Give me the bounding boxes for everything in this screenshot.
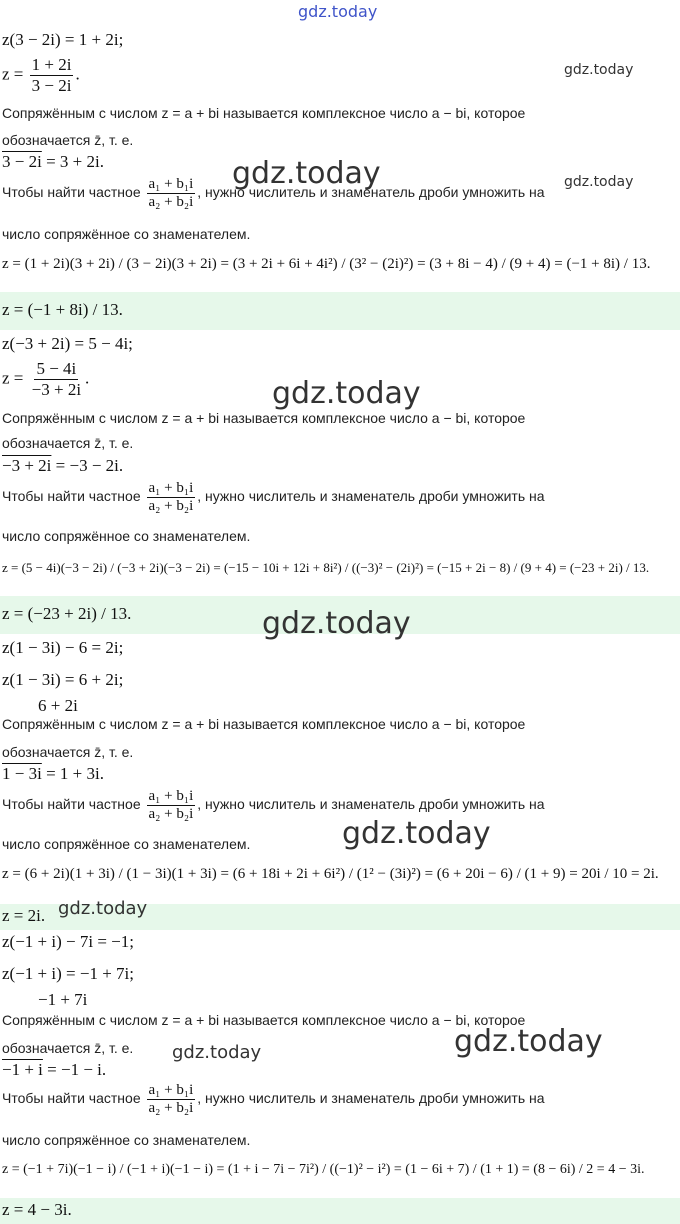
answer: z = 4 − 3i.	[2, 1200, 72, 1219]
conjugate-term: −1 + i	[2, 1060, 43, 1079]
definition-text: Сопряжённым с числом z = a + bi называется комплексное число a − bi, которое	[2, 105, 526, 121]
quotient-fraction	[147, 176, 196, 211]
quotient-text: Чтобы найти частное	[2, 1090, 141, 1107]
equation-fragment: −1 + 7i	[38, 990, 88, 1009]
denominator: a₂ + b₂i	[148, 805, 194, 822]
quotient-text: число сопряжённое со знаменателем.	[2, 1132, 251, 1148]
definition-text: обозначается z̄, т. е.	[2, 132, 134, 148]
equation-left: z =	[2, 64, 24, 84]
watermark: gdz.today	[232, 156, 381, 191]
calculation: z = (1 + 2i)(3 + 2i) / (3 − 2i)(3 + 2i) = (3 + 2i + 6i + 4i²) / (3² − (2i)²) = (3 + 8i − 4) / (9 + 4) = (−1 + 8i) / 13.	[2, 256, 651, 272]
quotient-fraction	[147, 1082, 196, 1117]
answer: z = 2i.	[2, 906, 46, 925]
quotient-rule	[2, 480, 545, 515]
quotient-text: число сопряжённое со знаменателем.	[2, 528, 251, 544]
equation-line: z(−3 + 2i) = 5 − 4i;	[2, 334, 133, 353]
quotient-rule	[2, 1082, 545, 1117]
answer: z = (−23 + 2i) / 13.	[2, 604, 132, 623]
watermark: gdz.today	[172, 1042, 262, 1063]
calculation: z = (−1 + 7i)(−1 − i) / (−1 + i)(−1 − i) = (1 + i − 7i − 7i²) / ((−1)² − i²) = (1 − 6i + 7) / (1 + 1) = (8 − 6i) / 2 = 4 − 3i.	[2, 1162, 645, 1177]
definition-text: обозначается z̄, т. е.	[2, 435, 134, 451]
quotient-fraction	[147, 480, 196, 515]
conjugate-result: = 1 + 3i.	[41, 764, 104, 783]
denominator: 3 − 2i	[31, 75, 72, 95]
quotient-text: , нужно числитель и знаменатель дроби умножить на	[197, 488, 545, 505]
quotient-text: , нужно числитель и знаменатель дроби умножить на	[197, 796, 545, 813]
denominator: a₂ + b₂i	[148, 1099, 194, 1116]
equation-line: z(−1 + i) − 7i = −1;	[2, 932, 134, 951]
answer: z = (−1 + 8i) / 13.	[2, 300, 123, 319]
conjugate-term: 3 − 2i	[2, 152, 42, 171]
conjugate-term: −3 + 2i	[2, 456, 52, 475]
answer-highlight	[0, 1198, 680, 1224]
definition-text: обозначается z̄, т. е.	[2, 744, 134, 760]
watermark: gdz.today	[454, 1024, 603, 1059]
denominator: −3 + 2i	[31, 379, 82, 399]
definition-text: обозначается z̄, т. е.	[2, 1040, 134, 1056]
watermark: gdz.today	[262, 606, 411, 641]
numerator: a₁ + b₁i	[148, 480, 194, 496]
watermark: gdz.today	[564, 62, 634, 78]
denominator: a₂ + b₂i	[148, 193, 194, 210]
equation-line: z(3 − 2i) = 1 + 2i;	[2, 30, 124, 49]
conjugate-result: = −1 − i.	[42, 1060, 107, 1079]
quotient-rule	[2, 176, 545, 211]
watermark-top: gdz.today	[298, 2, 378, 21]
numerator: a₁ + b₁i	[148, 1082, 194, 1098]
quotient-text: число сопряжённое со знаменателем.	[2, 836, 251, 852]
definition-text: Сопряжённым с числом z = a + bi называется комплексное число a − bi, которое	[2, 716, 526, 732]
watermark: gdz.today	[564, 174, 634, 190]
equation-line: z(−1 + i) = −1 + 7i;	[2, 964, 134, 983]
quotient-text: Чтобы найти частное	[2, 488, 141, 505]
numerator: 5 − 4i	[36, 359, 77, 378]
definition-text: Сопряжённым с числом z = a + bi называется комплексное число a − bi, которое	[2, 410, 526, 426]
quotient-text: , нужно числитель и знаменатель дроби умножить на	[197, 1090, 545, 1107]
calculation: z = (5 − 4i)(−3 − 2i) / (−3 + 2i)(−3 − 2i) = (−15 − 10i + 12i + 8i²) / ((−3)² − (2i)²) = (−15 + 2i − 8) / (9 + 4) = (−23 + 2i) / 13.	[2, 560, 650, 575]
fraction	[30, 56, 74, 95]
conjugate-line	[2, 456, 123, 476]
definition-text: Сопряжённым с числом z = a + bi называется комплексное число a − bi, которое	[2, 1012, 526, 1028]
equation-left: z =	[2, 368, 24, 388]
conjugate-line	[2, 1060, 106, 1080]
numerator: a₁ + b₁i	[148, 176, 194, 192]
conjugate-line	[2, 152, 104, 172]
watermark: gdz.today	[342, 816, 491, 851]
quotient-rule	[2, 788, 545, 823]
quotient-text: Чтобы найти частное	[2, 796, 141, 813]
numerator: 1 + 2i	[31, 55, 72, 74]
quotient-text: число сопряжённое со знаменателем.	[2, 226, 251, 242]
equation-fragment: 6 + 2i	[38, 696, 78, 715]
equation-line: z(1 − 3i) = 6 + 2i;	[2, 670, 124, 689]
watermark: gdz.today	[272, 376, 421, 411]
conjugate-line	[2, 764, 104, 784]
equation-line: z(1 − 3i) − 6 = 2i;	[2, 638, 124, 657]
denominator: a₂ + b₂i	[148, 497, 194, 514]
fraction	[30, 360, 83, 399]
numerator: a₁ + b₁i	[148, 788, 194, 804]
quotient-text: Чтобы найти частное	[2, 184, 141, 201]
equation-fraction-line: z = $\frac{1 + 2i}{3 - 2i}$ .	[2, 55, 80, 95]
quotient-text: , нужно числитель и знаменатель дроби умножить на	[197, 184, 545, 201]
conjugate-result: = −3 − 2i.	[51, 456, 124, 475]
conjugate-term: 1 − 3i	[2, 764, 42, 783]
calculation: z = (6 + 2i)(1 + 3i) / (1 − 3i)(1 + 3i) = (6 + 18i + 2i + 6i²) / (1² − (3i)²) = (6 + 20i − 6) / (1 + 9) = 20i / 10 = 2i.	[2, 866, 659, 882]
watermark: gdz.today	[58, 898, 148, 919]
equation-fraction-line: z = $\frac{5 - 4i}{-3 + 2i}$ .	[2, 359, 90, 399]
conjugate-result: = 3 + 2i.	[41, 152, 104, 171]
quotient-fraction	[147, 788, 196, 823]
